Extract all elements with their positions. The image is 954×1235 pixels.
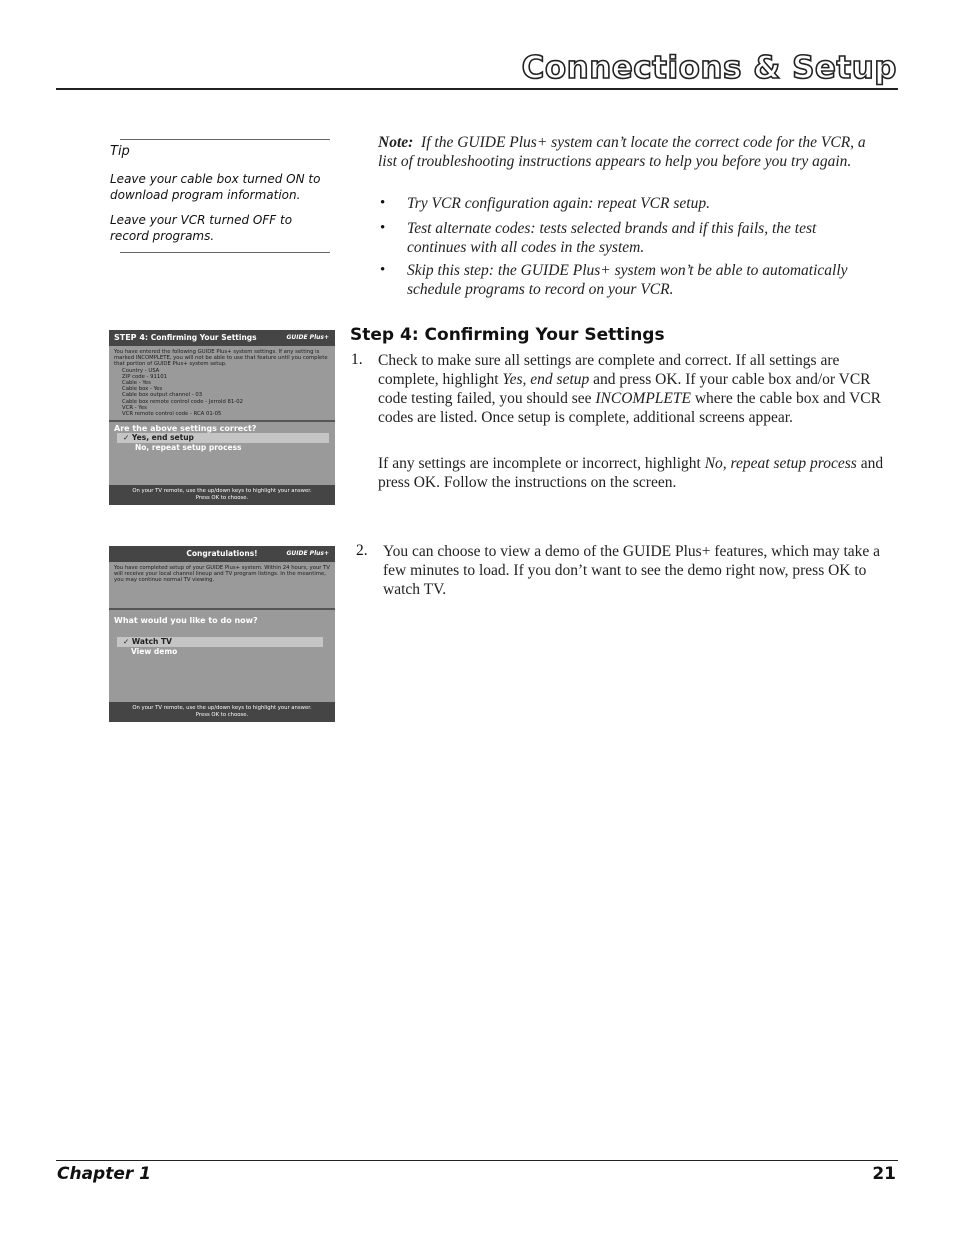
footer-divider	[56, 1160, 898, 1161]
screen1-option-no: No, repeat setup process	[135, 443, 242, 453]
tip-bottom-rule	[120, 252, 330, 253]
note-bullet-1: Try VCR configuration again: repeat VCR setup.	[407, 195, 710, 212]
screen1-intro: You have entered the following GUIDE Plus+ system settings. If any setting is marked INCOMPLETE, you will not be able to use that feature until you complete that portion of GUIDE Plus+ system setup.	[114, 349, 328, 368]
screen2-option-view-demo: View demo	[131, 647, 178, 656]
guide-plus-logo: GUIDE Plus+	[286, 550, 329, 557]
page-header-title: Connections & Setup	[521, 50, 897, 86]
screenshot-congratulations	[109, 546, 335, 722]
screen2-option-watch-tv-label: Watch TV	[131, 637, 172, 646]
screen1-footer	[109, 485, 335, 505]
screen2-footer	[109, 702, 335, 722]
note-bullet-2: Test alternate codes: tests selected brands and if this fails, the test continues with all codes in the system.	[407, 220, 817, 256]
text-run: where the cable box and VCR codes are listed. Once setup is complete, additional screens appear.	[378, 390, 881, 426]
text-run: If any settings are incomplete or incorrect, highlight	[378, 455, 705, 472]
screen1-footer-line2: Press OK to choose.	[195, 495, 249, 501]
header-divider	[56, 88, 898, 90]
guide-plus-logo: GUIDE Plus+	[286, 334, 329, 341]
screen1-setting: VCR remote control code - RCA 01-05	[122, 411, 222, 418]
text-run: and press OK. If your cable box and/or VCR code testing failed, you should see	[378, 371, 871, 407]
screen1-setting: Cable box output channel - 03	[122, 392, 203, 399]
emphasis-incomplete: INCOMPLETE	[595, 390, 691, 407]
screenshot-confirm-settings	[109, 330, 335, 505]
bullet-marker-3: •	[380, 262, 386, 278]
check-icon: ✓	[123, 637, 130, 646]
footer-chapter: Chapter 1	[57, 1164, 152, 1184]
step4-para2	[378, 454, 898, 492]
screen1-footer-line1: On your TV remote, use the up/down keys to highlight your answer.	[132, 488, 312, 494]
screen1-title: Confirming Your Settings	[150, 333, 257, 342]
screen1-title-step: STEP 4:	[114, 333, 149, 342]
note-text: If the GUIDE Plus+ system can’t locate the correct code for the VCR, a list of troubleshooting instructions appears to help you before you try again.	[378, 134, 866, 170]
tip-line-2: Leave your VCR turned OFF to record programs.	[110, 213, 293, 243]
screen2-footer-line2: Press OK to choose.	[195, 712, 249, 718]
emphasis-no-repeat: No, repeat setup process	[704, 455, 857, 472]
screen2-option-watch-tv	[117, 637, 323, 647]
note-label: Note:	[378, 134, 414, 151]
page-number: 21	[872, 1164, 896, 1184]
screen1-body	[109, 346, 335, 420]
tip-label: Tip	[110, 144, 130, 159]
screen1-title-bar	[109, 330, 335, 346]
screen2-question: What would you like to do now?	[114, 616, 258, 625]
screen1-option-yes-label: Yes, end setup	[131, 433, 194, 443]
text-run: and press OK. Follow the instructions on the screen.	[378, 455, 884, 491]
screen1-setting: VCR - Yes	[122, 404, 147, 411]
screen1-setting: ZIP code - 91101	[122, 373, 167, 380]
bullet-marker-1: •	[380, 195, 386, 211]
screen1-setting: Country - USA	[122, 367, 160, 374]
tip-top-rule	[120, 139, 330, 140]
screen1-question: Are the above settings correct?	[114, 424, 257, 434]
screen1-setting: Cable box remote control code - Jerrold 81-02	[122, 398, 243, 405]
step-number-1: 1.	[351, 351, 363, 368]
check-icon: ✓	[123, 433, 130, 443]
text-run: Check to make sure all settings are complete and correct. If all settings are complete, highlight	[378, 352, 840, 388]
note-bullet-3: Skip this step: the GUIDE Plus+ system won’t be able to automatically schedule programs to record on your VCR.	[407, 262, 848, 298]
tip-line-1: Leave your cable box turned ON to download program information.	[110, 172, 321, 202]
note-paragraph	[378, 133, 878, 171]
step4-item2-text: You can choose to view a demo of the GUIDE Plus+ features, which may take a few minutes to load. If you don’t want to see the demo right now, press OK to watch TV.	[383, 543, 881, 598]
screen1-setting: Cable box - Yes	[122, 386, 163, 393]
screen2-footer-line1: On your TV remote, use the up/down keys to highlight your answer.	[132, 705, 312, 711]
screen1-option-yes	[117, 433, 329, 443]
step4-heading: Step 4: Confirming Your Settings	[350, 325, 665, 345]
step-number-2: 2.	[356, 542, 368, 559]
step4-item1-text	[378, 351, 888, 427]
screen2-intro: You have completed setup of your GUIDE Plus+ system. Within 24 hours, your TV will receive your local channel lineup and TV program listings. In the meantime, you may continue normal TV viewing.	[114, 565, 330, 584]
screen2-title-bar	[109, 546, 335, 562]
screen1-setting: Cable - Yes	[122, 380, 151, 387]
emphasis-yes-end-setup: Yes, end setup	[502, 371, 590, 388]
screen2-title: Congratulations!	[186, 549, 258, 558]
bullet-marker-2: •	[380, 220, 386, 236]
